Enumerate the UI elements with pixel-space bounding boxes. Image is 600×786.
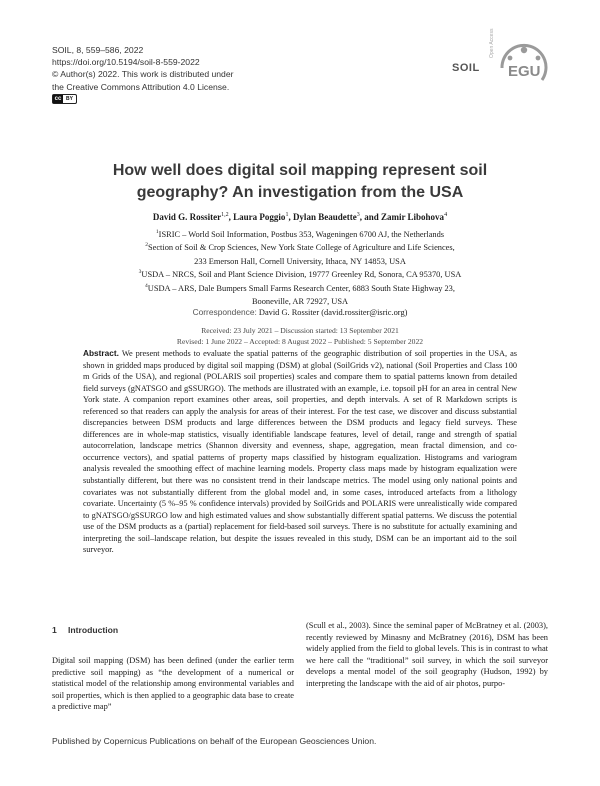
author-name[interactable]: David G. Rossiter — [152, 212, 222, 222]
publisher-logo-text: EGU — [508, 63, 541, 80]
body-column-left: Digital soil mapping (DSM) has been defined (under the earlier term predictive soil mapping) as “the development of a numerical or statistical model of the relationship among environmental variables and soil properties, which is then applied to a geographic data base to create a predictive map” — [52, 656, 294, 712]
title-line-1: How well does digital soil mapping represent soil — [112, 162, 488, 179]
author-separator: , — [288, 212, 293, 222]
author-separator: , — [228, 212, 234, 222]
author-affiliation-ref: 4 — [444, 212, 448, 218]
affiliation-number: 4 — [145, 282, 148, 289]
copyright-line: © Author(s) 2022. This work is distributed under — [52, 69, 234, 80]
egu-logo-icon — [494, 38, 556, 90]
publication-dates — [60, 325, 540, 347]
author-name[interactable]: Dylan Beaudette — [292, 212, 357, 222]
correspondence-contact[interactable]: David G. Rossiter (david.rossiter@isric.org) — [258, 308, 408, 317]
author-affiliation-ref: 1,2 — [221, 212, 229, 218]
abstract-text: We present methods to evaluate the spatial patterns of the geographic distribution of soil properties in the USA, as shown in gridded maps produced by digital soil mapping (DSM) at global (SoilGrids v2), national (Soil Properties and Class 100 m Grids of the USA), and regional (POLARIS soil properties) scales and compare them to spatial patterns known from detailed field surveys (gNATSGO and gSSURGO). The methods are illustrated with an example, i.e. topsoil pH for an area in central New York state. A companion report examines other areas, soil properties, and depth intervals. A set of R Markdown scripts is referenced so that readers can apply the analysis for areas of their interest. For the test case, we discover and discuss substantial discrepancies between DSM products and large differences between the DSM products and legacy field surveys. These differences are in whole-map statistics, visually identifiable landscape features, level of detail, range and strength of spatial autocorrelation, landscape metrics (Shannon diversity and evenness, shape, aggregation, mean fractal dimension, and co-occurrence vectors), and spatial patterns of property maps classified by histogram equalization. Histograms and variogram analysis revealed the smoothing effect of machine learning models. Property class maps made by histogram equalization were substantially different, but there was no consistent trend in their landscape metrics. The model using only national points and covariates was not substantially different from the global model and, in some cases, introduced artefacts from a lithology covariate. Uncertainty (5 %–95 % confidence intervals) provided by SoilGrids and POLARIS were unrealistically wide compared to gNATSGO/gSSURGO low and high estimated values and show substantially different spatial patterns. We discuss the potential use of the DSM products as a (partial) replacement for field-based soil surveys. There is no substitute for actually examining and interpreting the soil–landscape relation, but despite the issues revealed in this study, DSM can be an important aid to the soil surveyor. — [83, 349, 517, 555]
open-access-label: Open Access — [489, 28, 495, 58]
page-footer: Published by Copernicus Publications on behalf of the European Geosciences Union. — [52, 736, 377, 746]
dates-line-1: Received: 23 July 2021 – Discussion started: 13 September 2021 — [201, 326, 399, 335]
author-name[interactable]: Zamir Libohova — [380, 212, 445, 222]
article-header — [52, 44, 233, 93]
body-column-right: (Scull et al., 2003). Since the seminal paper of McBratney et al. (2003), recently reviewed by Minasny and McBratney (2016), DSM has been widely applied from the field to global levels. This is in contrast to what we here call the “traditional” soil survey, in which the soil surveyor develops a mental model of the soil geography (Hudson, 1992) by interpreting the landscape with the aid of air photos, purpo- — [306, 621, 548, 688]
abstract-label: Abstract. — [83, 348, 119, 358]
affiliation-number: 1 — [155, 229, 159, 235]
affiliation-number: 3 — [138, 269, 142, 276]
author-affiliation-ref: 1 — [285, 212, 289, 218]
affiliation-line: $^1$ISRIC – World Soil Information, Postbus 353, Wageningen 6700 AJ, the Netherlands — [155, 229, 445, 239]
license-link[interactable]: the Creative Commons Attribution 4.0 License. — [52, 81, 230, 92]
title-line-2: geography? An investigation from the USA — [136, 184, 464, 201]
author-affiliation-ref: 3 — [356, 212, 360, 218]
abstract — [83, 348, 517, 556]
affiliation-list — [60, 227, 540, 307]
affiliation-line: $^3$USDA – NRCS, Soil and Plant Science Division, 19777 Greenley Rd, Sonora, CA 95370, USA — [138, 269, 462, 279]
author-list — [60, 212, 540, 222]
doi-link[interactable]: https://doi.org/10.5194/soil-8-559-2022 — [52, 57, 200, 68]
section-heading — [52, 625, 118, 635]
affiliation-line: 233 Emerson Hall, Cornell University, Ithaca, NY 14853, USA — [194, 256, 406, 266]
correspondence-label: Correspondence: — [192, 307, 257, 317]
cc-icon: cc — [54, 96, 62, 102]
affiliation-line: Booneville, AR 72927, USA — [251, 296, 349, 306]
affiliation-line: $^2$Section of Soil & Crop Sciences, New York State College of Agriculture and Life Sciences, — [145, 242, 455, 253]
author-name[interactable]: Laura Poggio — [233, 212, 286, 222]
section-number: 1 — [52, 625, 57, 635]
author-separator: , and — [359, 212, 381, 222]
correspondence — [60, 307, 540, 317]
journal-name: SOIL — [452, 62, 480, 74]
affiliation-line: $^4$USDA – ARS, Dale Bumpers Small Farms Research Center, 6883 South State Highway 23, — [145, 282, 455, 293]
dates-line-2: Revised: 1 June 2022 – Accepted: 8 August 2022 – Published: 5 September 2022 — [176, 337, 424, 346]
citation: SOIL, 8, 559–586, 2022 — [52, 45, 144, 55]
section-title: Introduction — [68, 625, 119, 635]
cc-by-badge[interactable] — [52, 94, 77, 104]
by-icon: BY — [66, 96, 73, 102]
affiliation-number: 2 — [145, 242, 148, 249]
article-title — [60, 160, 540, 204]
